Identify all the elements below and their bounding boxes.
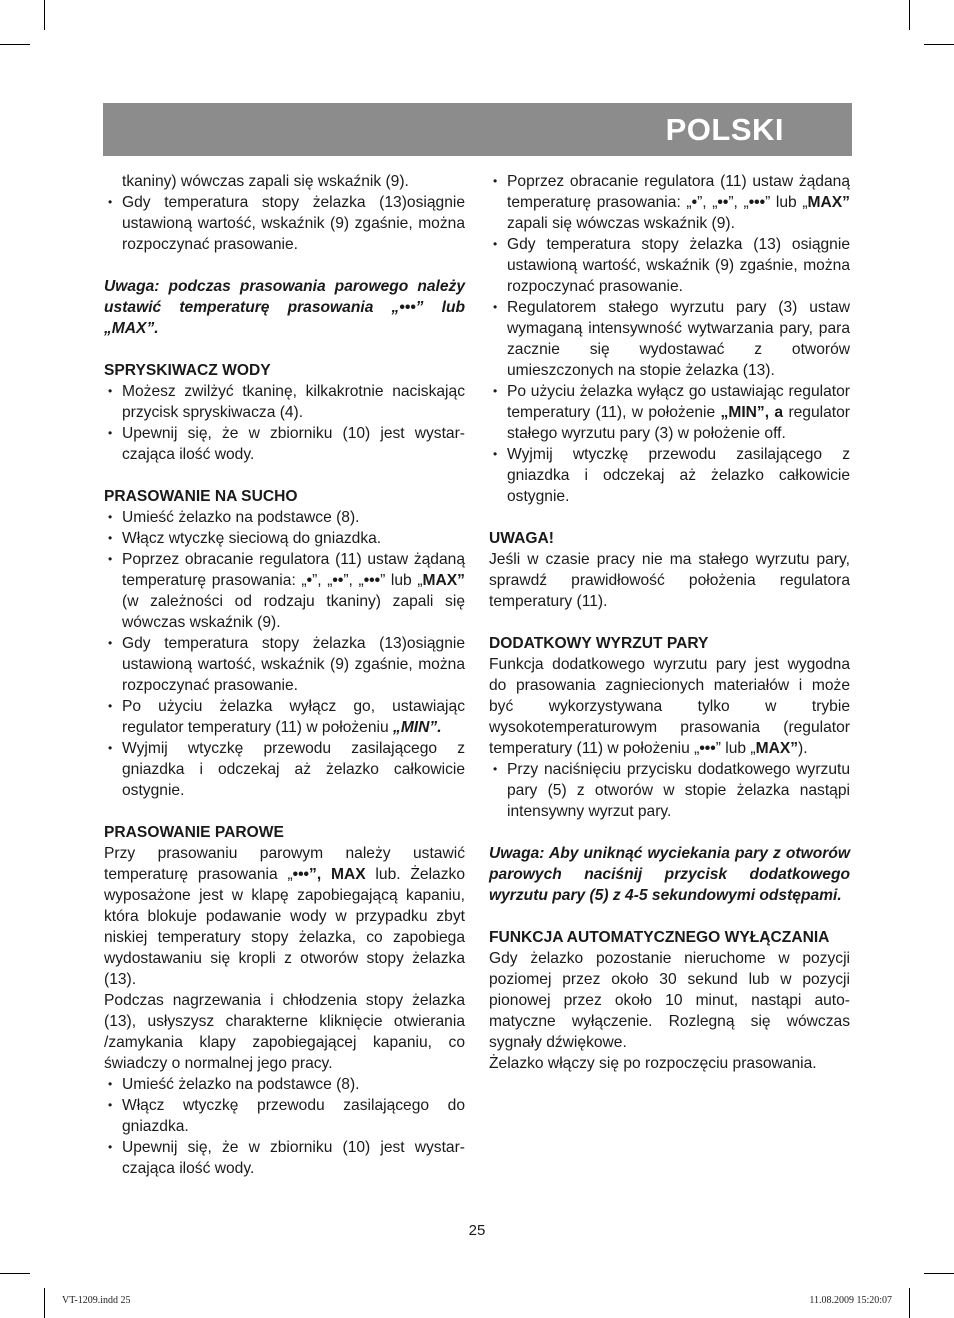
footer-timestamp: 11.08.2009 15:20:07: [809, 1295, 892, 1306]
crop-mark: [0, 44, 30, 45]
section-heading-extra-steam: DODATKOWY WYRZUT PARY: [489, 635, 709, 652]
crop-mark: [44, 0, 45, 30]
paragraph: Żelazko włączy się po rozpoczęciu prasowania.: [489, 1055, 817, 1072]
bullet-list: [104, 507, 465, 801]
continued-text: tkaniny) wówczas zapali się wskaźnik (9).: [122, 173, 409, 190]
crop-mark: [909, 1288, 910, 1318]
bullet-list: [104, 1074, 465, 1179]
list-item: • Upewnij się, że w zbiorniku (10) jest wystarczająca ilość wody.: [104, 1137, 465, 1179]
list-item: • Wyjmij wtyczkę przewodu zasilającego z gniazdka i odczekaj aż żelazko całkowicie ostygnie.: [489, 444, 850, 507]
paragraph: Gdy żelazko pozostanie nieruchome w pozycji poziomej przez około 30 sekund lub w pozycji pionowej przez około 10 minut, nastąpi automatyczne wyłączenie. Rozlegną się wówczas sygnały dźwiękowe.: [489, 950, 850, 1051]
crop-mark: [924, 44, 954, 45]
paragraph: Jeśli w czasie pracy nie ma stałego wyrzutu pary, sprawdź prawidłowość położenia regulatora temperatury (11).: [489, 551, 850, 610]
list-item: • Wyjmij wtyczkę przewodu zasilającego z gniazdka i odczekaj aż żelazko całkowicie ostygnie.: [104, 738, 465, 801]
language-title: POLSKI: [665, 112, 784, 147]
list-item: • Przy naciśnięciu przycisku dodatkowego wyrzutu pary (5) z otworów w stopie żelazka nastąpi intensywny wyrzut pary.: [489, 759, 850, 822]
list-item: • Włącz wtyczkę sieciową do gniazdka.: [104, 528, 465, 549]
section-heading-warning: UWAGA!: [489, 530, 554, 547]
bullet-list: [104, 381, 465, 465]
list-item: • Umieść żelazko na podstawce (8).: [104, 1074, 465, 1095]
list-item: • Gdy temperatura stopy żelazka (13) osiągnie ustawioną wartość, wskaźnik (9) zgaśnie, można rozpoczynać prasowanie.: [489, 234, 850, 297]
section-heading-dry-ironing: PRASOWANIE NA SUCHO: [104, 488, 298, 505]
crop-mark: [909, 0, 910, 30]
list-item: • Włącz wtyczkę przewodu zasilającego do gniazdka.: [104, 1095, 465, 1137]
list-item: • Możesz zwilżyć tkaninę, kilkakrotnie naciskając przycisk spryskiwacza (4).: [104, 381, 465, 423]
paragraph: Przy prasowaniu parowym należy ustawić temperaturę prasowania „•••”, MAX lub. Żelazko wyposażone jest w klapę zapobiegającą kapaniu, która blokuje podawanie wody w przypadku zbyt niskiej temperatury stopy żelazka, co zapobiega wydostawaniu się kropli z otworów stopy żelazka (13).: [104, 845, 465, 988]
page-number: 25: [468, 1222, 486, 1239]
paragraph: Funkcja dodatkowego wyrzutu pary jest wygodna do prasowania zagniecionych materiałów i może być wykorzystywana tylko w trybie wysokotemperaturowym prasowania (regulator temperatury (11) w położeniu „•••” lub „MAX”).: [489, 656, 850, 757]
list-item: • Umieść żelazko na podstawce (8).: [104, 507, 465, 528]
list-item: • Po użyciu żelazka wyłącz go, ustawiając regulator temperatury (11) w położeniu „MIN”.: [104, 696, 465, 738]
crop-mark: [44, 1288, 45, 1318]
right-column: [489, 171, 850, 1074]
section-heading-auto-off: FUNKCJA AUTOMATYCZNEGO WYŁĄCZANIA: [489, 929, 830, 946]
crop-mark: [924, 1273, 954, 1274]
bullet-list: [489, 171, 850, 507]
bullet-list: [104, 192, 465, 255]
crop-mark: [0, 1273, 30, 1274]
list-item: • Po użyciu żelazka wyłącz go ustawiając regulator temperatury (11), w położenie „MIN”, a regulator stałego wyrzutu pary (3) w położenie off.: [489, 381, 850, 444]
list-item: • Regulatorem stałego wyrzutu pary (3) ustaw wymaganą intensywność wytwarzania pary, para zacznie się wydostawać z otworów umieszczonych na stopie żelazka (13).: [489, 297, 850, 381]
left-column: [104, 171, 465, 1179]
note-steam-temperature: Uwaga: podczas prasowania parowego należy ustawić temperaturę prasowania „•••” lub „MAX”.: [104, 278, 465, 337]
note-extra-steam: Uwaga: Aby uniknąć wyciekania pary z otworów parowych naciśnij przycisk dodatkowego wyrzutu pary (5) z 4-5 sekundowymi odstępami.: [489, 845, 850, 904]
list-item: • Poprzez obracanie regulatora (11) ustaw żądaną temperaturę prasowania: „•”, „••”, „•••” lub „MAX” (w zależności od rodzaju tkaniny) zapali się wówczas wskaźnik (9).: [104, 549, 465, 633]
bullet-list: [489, 759, 850, 822]
list-item: • Poprzez obracanie regulatora (11) ustaw żądaną temperaturę prasowania: „•”, „••”, „•••” lub „MAX” zapali się wówczas wskaźnik (9).: [489, 171, 850, 234]
list-item: • Upewnij się, że w zbiorniku (10) jest wystarczająca ilość wody.: [104, 423, 465, 465]
list-item: • Gdy temperatura stopy żelazka (13)osiągnie ustawioną wartość, wskaźnik (9) zgaśnie, można rozpoczynać prasowanie.: [104, 192, 465, 255]
footer-file-info: VT-1209.indd 25: [62, 1295, 131, 1306]
section-heading-steam-ironing: PRASOWANIE PAROWE: [104, 824, 284, 841]
section-heading-spray: SPRYSKIWACZ WODY: [104, 362, 271, 379]
language-header-bar: [103, 103, 852, 156]
paragraph: Podczas nagrzewania i chłodzenia stopy żelazka (13), usłyszysz charakterne kliknięcie otwierania /zamykania klapy zapobiegającej kapaniu, co świadczy o normalnej jego pracy.: [104, 992, 465, 1072]
list-item: • Gdy temperatura stopy żelazka (13)osiągnie ustawioną wartość, wskaźnik (9) zgaśnie, można rozpoczynać prasowanie.: [104, 633, 465, 696]
